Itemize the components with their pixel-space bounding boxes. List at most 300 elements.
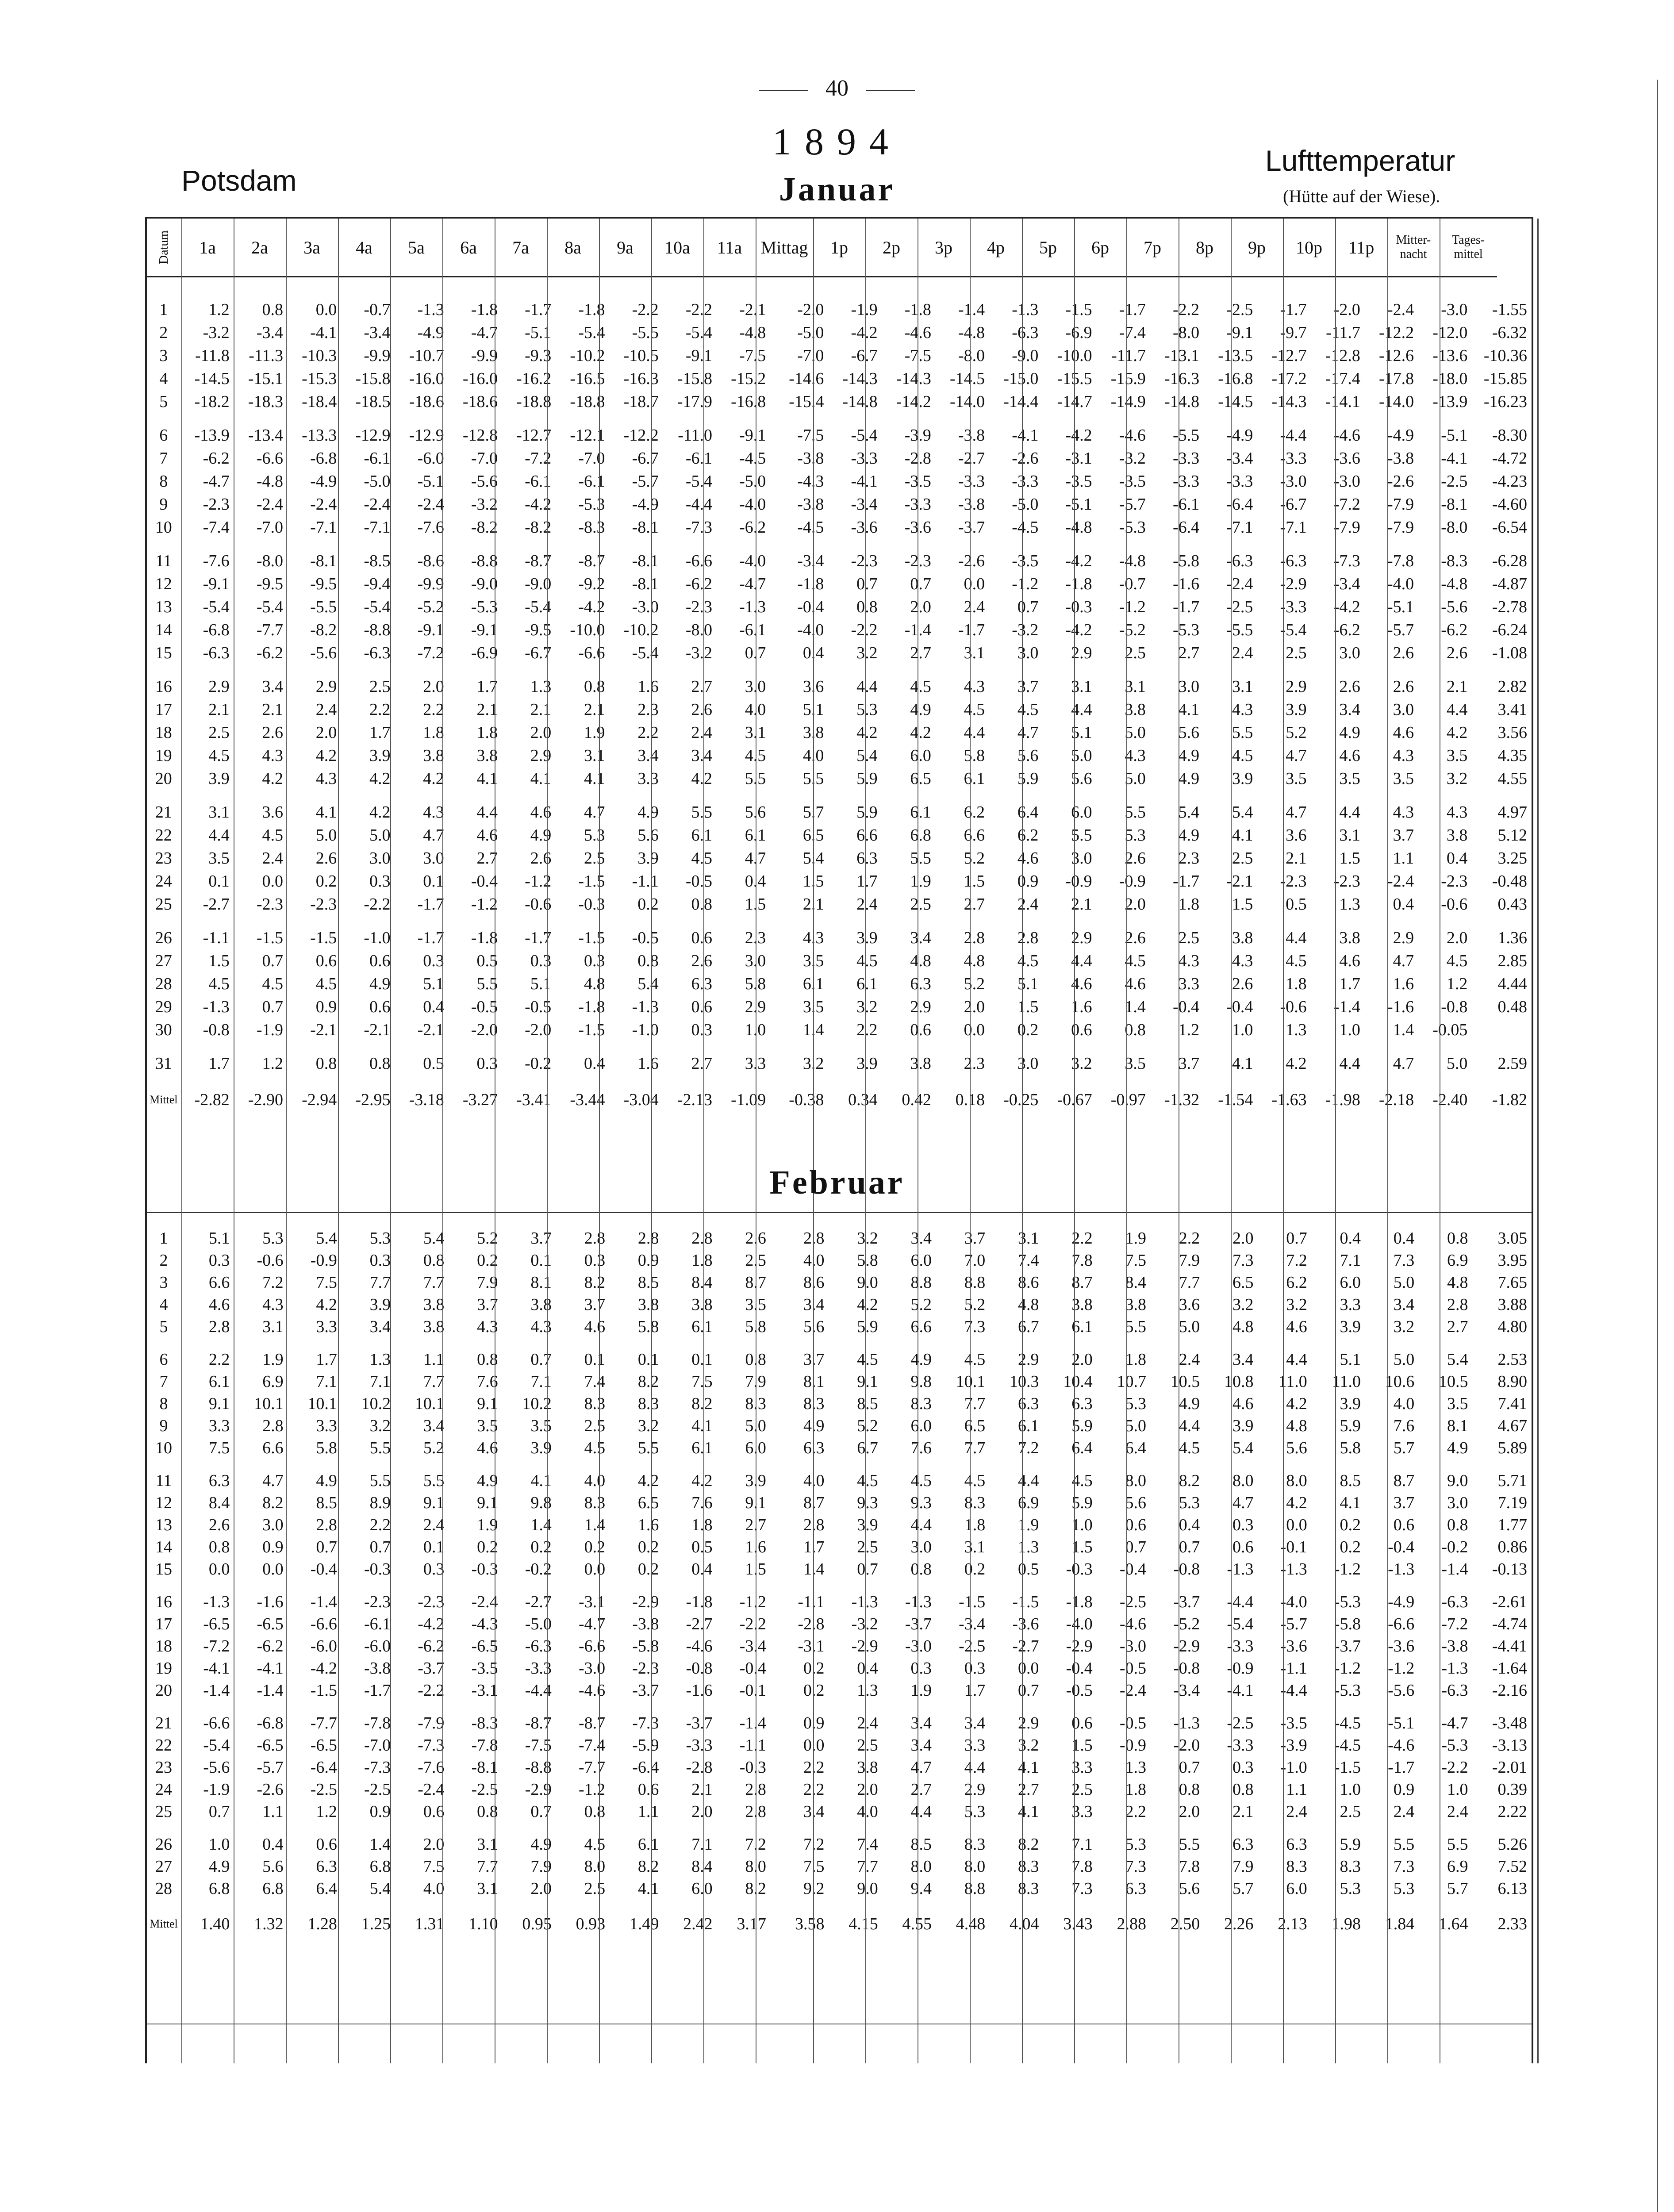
value-cell: -16.23 [1483, 392, 1527, 411]
value-cell: 3.7 [1178, 1054, 1200, 1073]
value-cell: -2.5 [364, 1780, 391, 1799]
value-cell: -2.2 [1172, 300, 1200, 319]
value-cell: 0.2 [803, 1659, 825, 1678]
value-cell: 3.1 [1339, 826, 1360, 845]
value-cell: -1.4 [739, 1714, 766, 1732]
value-cell: -14.2 [896, 392, 931, 411]
value-cell: 3.5 [1286, 769, 1307, 788]
value-cell: -1.2 [1388, 1659, 1415, 1678]
value-cell: 2.2 [803, 1780, 825, 1799]
value-cell: 5.4 [1178, 803, 1200, 822]
value-cell: 2.5 [584, 1879, 606, 1898]
value-cell: 5.4 [802, 849, 824, 868]
value-cell: -0.5 [632, 929, 659, 947]
value-cell: -7.9 [1333, 518, 1360, 537]
value-cell: -5.7 [1387, 621, 1414, 639]
value-cell: -3.5 [1065, 472, 1092, 491]
value-cell: -7.2 [417, 644, 444, 662]
value-cell: 0.0 [262, 872, 283, 891]
value-cell: -0.97 [1110, 1091, 1146, 1109]
value-cell: -5.0 [1012, 495, 1039, 514]
value-cell: 0.0 [584, 1560, 606, 1578]
value-cell: 3.3 [1178, 975, 1200, 993]
value-cell: 2.2 [369, 1516, 391, 1534]
value-cell: 0.1 [423, 1538, 445, 1556]
date-cell: 3 [159, 346, 168, 365]
value-cell: 3.2 [1071, 1054, 1092, 1073]
value-cell: -2.7 [686, 1615, 713, 1633]
value-cell: 3.8 [476, 746, 498, 765]
value-cell: -6.6 [203, 1714, 230, 1732]
value-cell: 2.8 [262, 1417, 284, 1435]
value-cell: -4.2 [1065, 552, 1092, 570]
value-cell: -12.9 [409, 426, 444, 445]
value-cell: -4.3 [471, 1615, 498, 1633]
value-cell: 5.8 [316, 1439, 337, 1457]
value-cell: -1.2 [1119, 598, 1146, 616]
value-cell: -6.1 [578, 472, 605, 491]
value-cell: 4.7 [584, 803, 605, 822]
value-cell: -6.8 [257, 1714, 284, 1732]
value-cell: -11.7 [1111, 346, 1146, 365]
value-cell: 7.41 [1497, 1394, 1527, 1413]
value-cell: 0.48 [1497, 998, 1527, 1016]
value-cell: -2.3 [364, 1593, 391, 1611]
value-cell: 1.7 [316, 1350, 337, 1369]
value-cell: -4.9 [417, 323, 444, 342]
value-cell: 2.0 [1125, 895, 1146, 914]
value-cell: 4.4 [1339, 1054, 1360, 1073]
value-cell: -15.1 [248, 369, 283, 388]
value-cell: 1.8 [691, 1516, 713, 1534]
value-cell: 3.9 [1340, 1317, 1361, 1336]
value-cell: -15.4 [789, 392, 824, 411]
value-cell: 6.5 [637, 1494, 659, 1512]
table-row [147, 1393, 1532, 1415]
value-cell: 3.0 [1017, 1054, 1039, 1073]
date-cell: 25 [155, 1802, 173, 1821]
value-cell: -6.1 [525, 472, 552, 491]
value-cell: -7.3 [1333, 552, 1360, 570]
value-cell: 2.9 [745, 998, 766, 1016]
table-row [147, 618, 1532, 641]
value-cell: -3.7 [905, 1615, 932, 1633]
value-cell: -8.8 [471, 552, 498, 570]
value-cell: -4.4 [1227, 1593, 1254, 1611]
table-row [147, 1878, 1532, 1900]
value-cell: 2.3 [745, 929, 766, 947]
date-cell: 10 [155, 518, 172, 537]
value-cell: 8.1 [530, 1273, 552, 1292]
value-cell: 4.3 [315, 769, 337, 788]
column-rule [181, 219, 182, 2063]
date-cell: 13 [155, 1516, 173, 1534]
value-cell: 0.5 [1286, 895, 1307, 914]
value-cell: 2.4 [262, 849, 283, 868]
value-cell: 7.6 [1393, 1417, 1415, 1435]
value-cell: 4.9 [369, 975, 391, 993]
value-cell: -2.82 [194, 1091, 230, 1109]
value-cell: 2.85 [1497, 952, 1527, 970]
value-cell: 1.31 [415, 1915, 445, 1933]
value-cell: 2.5 [208, 723, 230, 742]
value-cell: 4.9 [803, 1417, 825, 1435]
date-cell: 12 [155, 1494, 173, 1512]
value-cell: -7.0 [797, 346, 824, 365]
table-row [147, 1778, 1532, 1801]
value-cell: -17.9 [677, 392, 712, 411]
value-cell: 4.5 [208, 975, 230, 993]
value-cell: 1.5 [964, 872, 985, 891]
value-cell: -2.5 [1441, 472, 1468, 491]
value-cell: 5.2 [857, 1417, 878, 1435]
value-cell: -5.3 [471, 598, 498, 616]
value-cell: -4.8 [1065, 518, 1092, 537]
value-cell: 0.7 [1018, 1681, 1039, 1700]
value-cell: -3.3 [1172, 472, 1200, 491]
value-cell: 4.6 [476, 826, 498, 845]
value-cell: 7.3 [1125, 1857, 1147, 1876]
value-cell: 5.2 [423, 1439, 445, 1457]
value-cell: 3.0 [745, 677, 766, 696]
value-cell: -9.2 [578, 575, 605, 593]
value-cell: -3.0 [1119, 1637, 1147, 1655]
value-cell: 1.28 [307, 1915, 337, 1933]
value-cell: -4.5 [1012, 518, 1039, 537]
value-cell: 5.26 [1497, 1835, 1527, 1854]
table-row [147, 367, 1532, 390]
value-cell: 5.5 [1071, 826, 1092, 845]
value-cell: 1.3 [1018, 1538, 1039, 1556]
value-cell: -7.2 [1441, 1615, 1468, 1633]
value-cell: -18.8 [570, 392, 605, 411]
date-cell: 2 [159, 1251, 168, 1270]
value-cell: 1.5 [745, 1560, 766, 1578]
value-cell: 3.3 [1071, 1758, 1093, 1777]
value-cell: 3.1 [477, 1879, 498, 1898]
value-cell: -8.8 [364, 621, 391, 639]
column-rule [813, 219, 814, 2063]
value-cell: -4.0 [739, 552, 766, 570]
value-cell: -3.2 [685, 644, 712, 662]
value-cell: -1.3 [739, 598, 766, 616]
value-cell: 0.2 [1017, 1021, 1039, 1039]
value-cell: 4.04 [1010, 1915, 1039, 1933]
value-cell: 4.5 [1286, 952, 1307, 970]
value-cell: 1.64 [1439, 1915, 1468, 1933]
value-cell: 3.4 [262, 677, 283, 696]
value-cell: 2.82 [1497, 677, 1527, 696]
value-cell: 3.3 [964, 1736, 986, 1755]
value-cell: -0.3 [1065, 598, 1092, 616]
value-cell: 2.5 [584, 1417, 606, 1435]
value-cell: 0.2 [315, 872, 337, 891]
value-cell: -2.1 [364, 1021, 391, 1039]
value-cell: -7.5 [525, 1736, 552, 1755]
value-cell: 7.3 [1393, 1251, 1415, 1270]
date-cell: 14 [155, 621, 172, 639]
value-cell: -0.67 [1057, 1091, 1092, 1109]
column-header: 9a [599, 219, 651, 277]
value-cell: 0.3 [584, 1251, 606, 1270]
value-cell: 6.1 [1071, 1317, 1093, 1336]
value-cell: -3.4 [256, 323, 283, 342]
value-cell: 8.6 [803, 1273, 825, 1292]
value-cell: 6.1 [691, 1317, 713, 1336]
column-header: 11a [703, 219, 756, 277]
value-cell: 4.2 [1446, 723, 1468, 742]
value-cell: 3.5 [1393, 769, 1414, 788]
value-cell: 4.4 [856, 677, 878, 696]
value-cell: 3.2 [1018, 1736, 1039, 1755]
value-cell: 2.5 [1125, 644, 1146, 662]
value-cell: -1.5 [959, 1593, 986, 1611]
value-cell: 5.0 [369, 826, 391, 845]
value-cell: 1.5 [1232, 895, 1253, 914]
value-cell: 0.3 [910, 1659, 932, 1678]
value-cell: 5.0 [1393, 1350, 1415, 1369]
value-cell: 5.5 [637, 1439, 659, 1457]
value-cell: -4.8 [1119, 552, 1146, 570]
date-cell: 9 [159, 1417, 168, 1435]
value-cell: 8.8 [964, 1273, 986, 1292]
table-row [147, 1271, 1532, 1294]
value-cell: 8.0 [1125, 1471, 1147, 1490]
value-cell: 4.9 [910, 1350, 932, 1369]
value-cell: 4.1 [1232, 826, 1253, 845]
value-cell: 7.7 [423, 1372, 445, 1391]
table-row [147, 721, 1532, 744]
date-cell: 19 [155, 746, 172, 765]
value-cell: -0.13 [1492, 1560, 1527, 1578]
value-cell: 4.9 [1339, 723, 1360, 742]
value-cell: -1.4 [203, 1681, 230, 1700]
value-cell: 3.0 [1071, 849, 1092, 868]
column-rule [865, 219, 866, 2063]
value-cell: -3.3 [904, 495, 931, 514]
table-row [147, 1701, 1532, 1734]
value-cell: 4.1 [315, 803, 337, 822]
value-cell: 6.5 [964, 1417, 986, 1435]
value-cell: 3.25 [1497, 849, 1527, 868]
table-row [147, 1294, 1532, 1316]
value-cell: -0.2 [1441, 1538, 1468, 1556]
value-cell: 1.1 [262, 1802, 284, 1821]
value-cell: 4.6 [1339, 952, 1360, 970]
value-cell: -4.6 [686, 1637, 713, 1655]
value-cell: 1.0 [208, 1835, 230, 1854]
value-cell: 6.5 [1232, 1273, 1254, 1292]
table-row [147, 413, 1532, 447]
value-cell: 4.6 [208, 1295, 230, 1314]
value-cell: 0.6 [691, 929, 712, 947]
table-row [147, 1801, 1532, 1823]
value-cell: 5.5 [910, 849, 931, 868]
value-cell: 4.3 [1232, 952, 1253, 970]
value-cell: -8.0 [1441, 518, 1468, 537]
value-cell: -2.78 [1492, 598, 1527, 616]
value-cell: 5.1 [802, 700, 824, 719]
value-cell: 1.1 [1393, 849, 1414, 868]
value-cell: 4.6 [1286, 1317, 1307, 1336]
value-cell: -3.3 [1280, 449, 1307, 468]
value-cell: 7.7 [477, 1857, 498, 1876]
value-cell: 2.50 [1170, 1915, 1200, 1933]
date-cell: 28 [155, 975, 172, 993]
value-cell: 0.7 [745, 644, 766, 662]
value-cell: -5.1 [1065, 495, 1092, 514]
value-cell: -5.3 [1334, 1681, 1361, 1700]
value-cell: -2.1 [1226, 872, 1253, 891]
value-cell: 3.1 [262, 1317, 284, 1336]
value-cell: 1.0 [1232, 1021, 1253, 1039]
value-cell: -7.7 [310, 1714, 337, 1732]
value-cell: 8.1 [803, 1372, 825, 1391]
value-cell: -6.1 [1172, 495, 1200, 514]
column-header: 6p [1074, 219, 1126, 277]
value-cell: -18.3 [248, 392, 283, 411]
value-cell: -2.6 [1387, 472, 1414, 491]
value-cell: -1.4 [257, 1681, 284, 1700]
value-cell: 4.2 [637, 1471, 659, 1490]
table-row [147, 972, 1532, 995]
value-cell: -1.5 [578, 1021, 605, 1039]
value-cell: 4.6 [1071, 975, 1092, 993]
value-cell: -5.4 [685, 472, 712, 491]
table-row [147, 447, 1532, 470]
value-cell: 1.5 [208, 952, 230, 970]
value-cell: 0.0 [1286, 1516, 1307, 1534]
value-cell: 3.7 [1017, 677, 1039, 696]
value-cell: -3.6 [1012, 1615, 1039, 1633]
value-cell: 0.5 [1018, 1560, 1039, 1578]
value-cell: -5.7 [1119, 495, 1146, 514]
value-cell: 6.3 [910, 975, 931, 993]
value-cell: 0.8 [477, 1802, 498, 1821]
value-cell: -6.8 [310, 449, 337, 468]
value-cell: 5.1 [423, 975, 444, 993]
value-cell: 1.4 [1125, 998, 1146, 1016]
table-row [147, 1249, 1532, 1271]
value-cell: 7.1 [316, 1372, 337, 1391]
value-cell: -6.9 [1065, 323, 1092, 342]
value-cell: 3.2 [1446, 769, 1468, 788]
value-cell: -16.3 [623, 369, 659, 388]
value-cell: 7.4 [857, 1835, 878, 1854]
value-cell: -1.3 [905, 1593, 932, 1611]
value-cell: -4.2 [851, 323, 878, 342]
value-cell: 0.95 [522, 1915, 552, 1933]
value-cell: 2.2 [803, 1758, 825, 1777]
value-cell: 5.8 [637, 1317, 659, 1336]
column-header: 7a [495, 219, 547, 277]
value-cell: 4.48 [956, 1915, 986, 1933]
value-cell: 5.2 [964, 1295, 986, 1314]
value-cell: -0.8 [1441, 998, 1468, 1016]
value-cell: -10.7 [409, 346, 444, 365]
value-cell: -6.4 [1226, 495, 1253, 514]
value-cell: 5.4 [1232, 803, 1253, 822]
value-cell: -7.7 [256, 621, 283, 639]
value-cell: 0.2 [1340, 1516, 1361, 1534]
value-cell: 3.0 [1178, 677, 1200, 696]
value-cell: 0.4 [857, 1659, 878, 1678]
value-cell: -14.5 [1218, 392, 1253, 411]
value-cell: -4.1 [310, 323, 337, 342]
value-cell: 9.1 [857, 1372, 878, 1391]
value-cell: 3.8 [691, 1295, 713, 1314]
value-cell: 3.9 [530, 1439, 552, 1457]
value-cell: -0.4 [797, 598, 824, 616]
value-cell: 3.3 [316, 1317, 337, 1336]
value-cell: -1.9 [256, 1021, 283, 1039]
value-cell: 2.9 [1071, 929, 1092, 947]
value-cell: -13.4 [248, 426, 283, 445]
value-cell: -8.1 [1441, 495, 1468, 514]
value-cell: -1.5 [310, 1681, 337, 1700]
value-cell: -8.3 [578, 518, 605, 537]
value-cell: -1.7 [1119, 300, 1146, 319]
value-cell: -6.6 [256, 449, 283, 468]
value-cell: -6.8 [203, 621, 230, 639]
date-cell: 7 [159, 1372, 168, 1391]
value-cell: 4.5 [964, 700, 985, 719]
value-cell: 5.5 [1232, 723, 1253, 742]
value-cell: -4.74 [1492, 1615, 1527, 1633]
value-cell: 7.5 [208, 1439, 230, 1457]
table-row [147, 470, 1532, 493]
value-cell: -15.0 [1003, 369, 1039, 388]
value-cell: -4.7 [1441, 1714, 1468, 1732]
table-row [147, 1823, 1532, 1855]
value-cell: -2.5 [471, 1780, 498, 1799]
value-cell: 2.1 [1232, 1802, 1254, 1821]
value-cell: -2.4 [310, 495, 337, 514]
value-cell: 5.9 [1071, 1494, 1093, 1512]
value-cell: -6.3 [1441, 1681, 1468, 1700]
value-cell: 6.8 [208, 1879, 230, 1898]
value-cell: -1.5 [310, 929, 337, 947]
value-cell: -1.3 [417, 300, 444, 319]
value-cell: -3.7 [418, 1659, 445, 1678]
column-header: 5a [390, 219, 442, 277]
value-cell: -1.7 [1172, 598, 1200, 616]
value-cell: 0.1 [584, 1350, 606, 1369]
value-cell: 0.8 [1232, 1780, 1254, 1799]
value-cell: -7.6 [418, 1758, 445, 1777]
value-cell: 0.8 [477, 1350, 498, 1369]
value-cell: 5.5 [745, 769, 766, 788]
value-cell: -1.7 [1280, 300, 1307, 319]
value-cell: 4.6 [1017, 849, 1039, 868]
value-cell: 4.4 [1071, 952, 1092, 970]
value-cell: -6.4 [632, 1758, 659, 1777]
value-cell: 0.3 [1232, 1758, 1254, 1777]
date-cell: 13 [155, 598, 172, 616]
column-rule [547, 219, 548, 2063]
date-cell: 16 [155, 1593, 173, 1611]
value-cell: 8.2 [584, 1273, 606, 1292]
value-cell: 2.0 [1071, 1350, 1093, 1369]
value-cell: 2.2 [1071, 1229, 1093, 1248]
value-cell: 2.4 [1447, 1802, 1468, 1821]
value-cell: -4.8 [256, 472, 283, 491]
value-cell: 0.2 [477, 1538, 498, 1556]
value-cell: 5.6 [745, 803, 766, 822]
value-cell: -9.1 [417, 621, 444, 639]
value-cell: -4.3 [797, 472, 824, 491]
value-cell: 4.2 [369, 769, 391, 788]
